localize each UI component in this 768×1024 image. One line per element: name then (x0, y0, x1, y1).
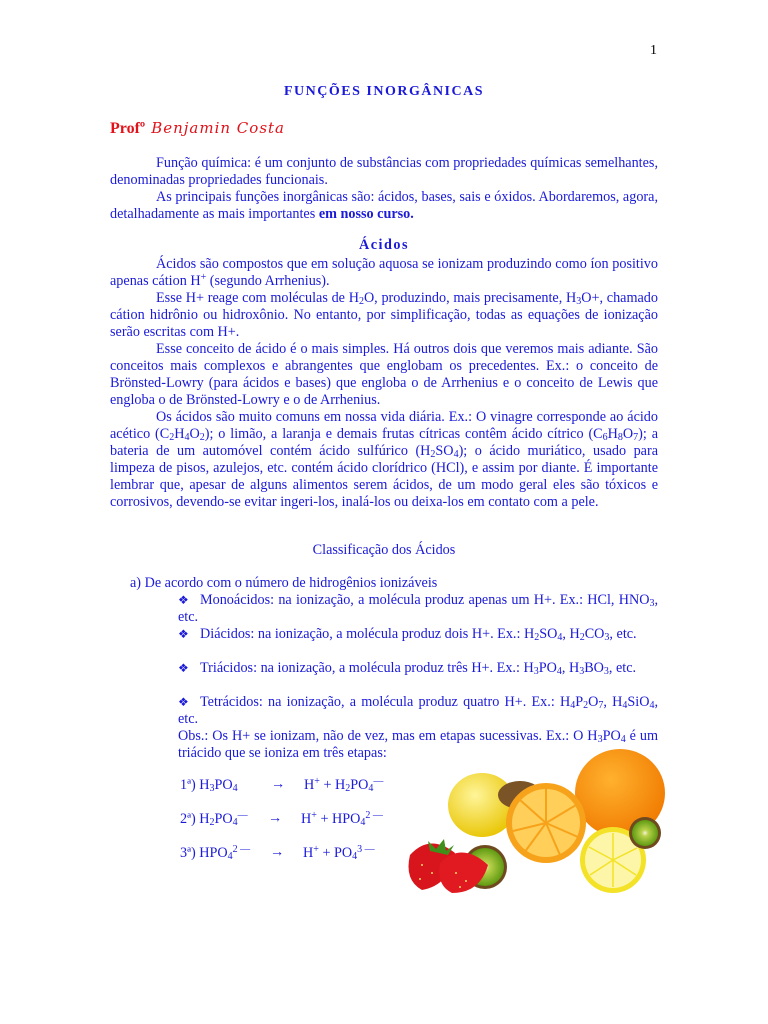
equation-arrow-2: → (268, 810, 283, 826)
author-line (110, 119, 285, 138)
diamond-bullet-icon: ❖ (178, 627, 189, 641)
classification-item-a: a) De acordo com o número de hidrogênios ionizáveis (130, 575, 438, 591)
equation-products-1: $H^+ + H_2PO_4^—$ (304, 776, 384, 794)
acidos-paragraph-1: Ácidos são compostos que em solução aquosa se ionizam produzindo como íon positivo apenas cátion H+ (segundo Arrhenius). (110, 256, 658, 289)
equation-arrow-3: → (270, 844, 285, 860)
equation-step-2: 2ª) $H_2PO_4^—$ (180, 810, 248, 828)
equation-products-3: $H^+ + PO_4^3$ — (303, 844, 375, 862)
intro-paragraph-1: Função química: é um conjunto de substâncias com propriedades químicas semelhantes, denominadas propriedades funcionais. (110, 155, 658, 188)
diamond-bullet-icon: ❖ (178, 695, 189, 709)
diamond-bullet-icon: ❖ (178, 661, 189, 675)
equation-step-1: 1ª) $H_3PO_4$ (180, 777, 238, 794)
equation-step-3: 3ª) $HPO_4^2$ — (180, 844, 251, 862)
diamond-bullet-icon: ❖ (178, 593, 189, 607)
acidos-paragraph-4: Os ácidos são muito comuns em nossa vida diária. Ex.: O vinagre corresponde ao ácido acético $(C_2H_4O_2)$; o limão, a laranja e demais frutas cítricas contêm ácido cítrico $(C_6H_8O_7)$; a bateria de um automóvel contém ácido sulfúrico $(H_2SO_4)$; o ácido muriático, usado para limpeza de pisos, azulejos, etc. contém ácido clorídrico (HCl), e assim por diante. É importante lembrar que, apesar de alguns alimentos serem ácidos, de um modo geral eles são tóxicos e corrosivos, devendo-se evitar ingeri-los, inalá-los ou deixa-los em contato com a pele. (110, 409, 658, 510)
intro-block (110, 155, 658, 223)
page-title: FUNÇÕES INORGÂNICAS (283, 84, 485, 99)
list-item-tetracidos: ❖ Tetrácidos: na ionização, a molécula produz quatro H+. Ex.: $H_4P_2O_7$, $H_4SiO_4$, etc. (178, 694, 659, 727)
author-label: Profº (110, 120, 146, 137)
list-item-monoacidos: ❖ Monoácidos: na ionização, a molécula produz apenas um H+. Ex.: HCl, $HNO_3$, etc. (178, 592, 658, 625)
acidos-block (110, 256, 658, 511)
obs-paragraph: Obs.: Os H+ se ionizam, não de vez, mas em etapas sucessivas. Ex.: O $H_3PO_4$ é um triácido que se ioniza em três etapas: (178, 728, 658, 761)
acidos-paragraph-3: Esse conceito de ácido é o mais simples. Há outros dois que veremos mais adiante. São conceitos mais complexos e abrangentes que englobam os precedentes. Ex.: o conceito de Brönsted-Lowry (para ácidos e bases) que engloba o de Arrhenius e o conceito de Lewis que engloba o de Brönsted-Lowry e o de Arrhenius. (110, 341, 658, 408)
citrus-fruits-image (400, 745, 668, 895)
intro-paragraph-2-bold: em nosso curso. (318, 206, 414, 222)
equation-arrow-1: → (271, 776, 286, 792)
classification-heading: Classificação dos Ácidos (312, 542, 456, 558)
section-heading-acidos: Ácidos (359, 237, 409, 253)
acidos-paragraph-2: Esse H+ reage com moléculas de $H_2O$, produzindo, mais precisamente, $H_3O+$, chamado cátion hidrônio ou hidroxônio. No entanto, por simplificação, todas as equações de ionização serão escritas com H+. (110, 290, 658, 340)
intro-paragraph-2-text: As principais funções inorgânicas são: ácidos, bases, sais e óxidos. Abordaremos, agora, detalhadamente as mais importantes (110, 189, 658, 222)
list-item-diacidos: ❖ Diácidos: na ionização, a molécula produz dois H+. Ex.: $H_2SO_4$, $H_2CO_3$, etc. (178, 626, 637, 643)
author-name: Benjamin Costa (151, 119, 285, 137)
intro-paragraph-2 (110, 189, 658, 223)
list-item-triacidos: ❖ Triácidos: na ionização, a molécula produz três H+. Ex.: $H_3PO_4$, $H_3BO_3$, etc. (178, 660, 637, 677)
equation-products-2: $H^+ + HPO_4^2$ — (301, 810, 383, 828)
page-number: 1 (650, 43, 657, 58)
